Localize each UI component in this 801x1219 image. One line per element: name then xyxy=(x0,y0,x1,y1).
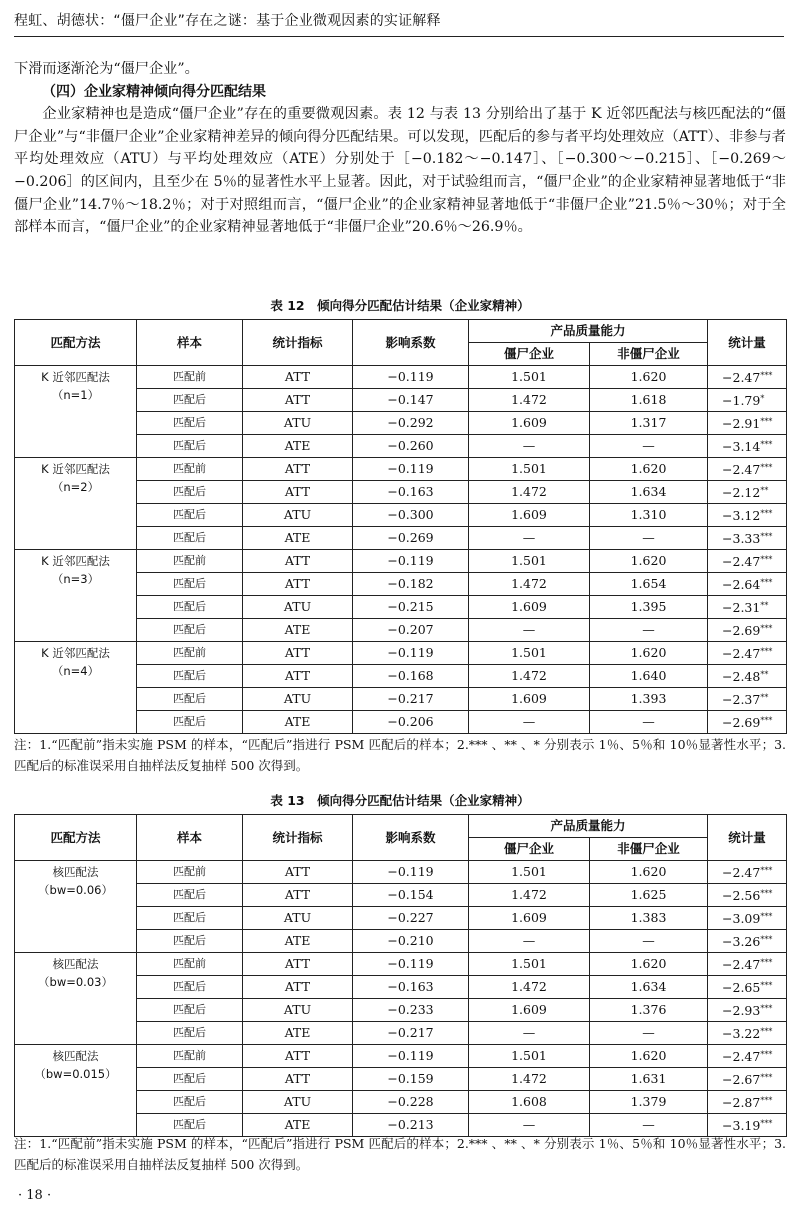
method-cell xyxy=(15,550,137,642)
sample-cell: 匹配后 xyxy=(137,527,243,550)
nonzombie-cell: 1.395 xyxy=(590,596,708,619)
col-header-sample: 样本 xyxy=(137,320,243,366)
method-cell xyxy=(15,1045,137,1137)
significance-stars: *** xyxy=(760,532,773,541)
sample-cell: 匹配后 xyxy=(137,884,243,907)
stat-value: −3.22 xyxy=(722,1026,761,1041)
stat-cell xyxy=(708,389,787,412)
coef-cell: −0.119 xyxy=(353,1045,469,1068)
coef-cell: −0.260 xyxy=(353,435,469,458)
zombie-cell: — xyxy=(469,619,590,642)
zombie-cell: 1.501 xyxy=(469,458,590,481)
significance-stars: *** xyxy=(760,555,773,564)
method-name: K 近邻匹配法 xyxy=(41,646,110,660)
stat-cell xyxy=(708,861,787,884)
zombie-cell: — xyxy=(469,930,590,953)
stat-cell xyxy=(708,412,787,435)
col-header-stat: 统计量 xyxy=(708,815,787,861)
significance-stars: *** xyxy=(760,509,773,518)
nonzombie-cell: 1.620 xyxy=(590,550,708,573)
coef-cell: −0.300 xyxy=(353,504,469,527)
zombie-cell: 1.472 xyxy=(469,481,590,504)
nonzombie-cell: 1.317 xyxy=(590,412,708,435)
sample-cell: 匹配后 xyxy=(137,481,243,504)
indicator-cell: ATT xyxy=(243,366,353,389)
nonzombie-cell: — xyxy=(590,619,708,642)
table-row xyxy=(15,953,787,976)
significance-stars: ** xyxy=(760,693,769,702)
significance-stars: ** xyxy=(760,486,769,495)
nonzombie-cell: — xyxy=(590,711,708,734)
significance-stars: *** xyxy=(760,1096,773,1105)
stat-cell xyxy=(708,665,787,688)
nonzombie-cell: — xyxy=(590,435,708,458)
nonzombie-cell: 1.620 xyxy=(590,953,708,976)
sample-cell: 匹配后 xyxy=(137,711,243,734)
coef-cell: −0.210 xyxy=(353,930,469,953)
significance-stars: *** xyxy=(760,440,773,449)
table-row xyxy=(15,366,787,389)
indicator-cell: ATU xyxy=(243,688,353,711)
significance-stars: *** xyxy=(760,889,773,898)
nonzombie-cell: — xyxy=(590,930,708,953)
significance-stars: *** xyxy=(760,1050,773,1059)
coef-cell: −0.119 xyxy=(353,550,469,573)
significance-stars: *** xyxy=(760,981,773,990)
zombie-cell: 1.609 xyxy=(469,907,590,930)
stat-cell xyxy=(708,711,787,734)
significance-stars: * xyxy=(760,394,765,403)
coef-cell: −0.213 xyxy=(353,1114,469,1137)
stat-value: −2.48 xyxy=(722,669,761,684)
stat-value: −2.47 xyxy=(722,370,761,385)
zombie-cell: 1.609 xyxy=(469,412,590,435)
col-header-method: 匹配方法 xyxy=(15,320,137,366)
stat-value: −2.47 xyxy=(722,957,761,972)
coef-cell: −0.182 xyxy=(353,573,469,596)
sample-cell: 匹配后 xyxy=(137,665,243,688)
method-param: （bw=0.015） xyxy=(34,1067,117,1081)
indicator-cell: ATE xyxy=(243,435,353,458)
coef-cell: −0.119 xyxy=(353,366,469,389)
table13 xyxy=(14,814,787,1137)
indicator-cell: ATT xyxy=(243,458,353,481)
zombie-cell: 1.501 xyxy=(469,366,590,389)
significance-stars: *** xyxy=(760,371,773,380)
zombie-cell: 1.501 xyxy=(469,1045,590,1068)
coef-cell: −0.217 xyxy=(353,688,469,711)
indicator-cell: ATE xyxy=(243,619,353,642)
sample-cell: 匹配后 xyxy=(137,573,243,596)
coef-cell: −0.207 xyxy=(353,619,469,642)
stat-cell xyxy=(708,596,787,619)
stat-value: −2.47 xyxy=(722,646,761,661)
col-header-indicator: 统计指标 xyxy=(243,320,353,366)
stat-cell xyxy=(708,642,787,665)
intro-line: 下滑而逐渐沦为“僵尸企业”。 xyxy=(14,61,199,77)
stat-value: −2.56 xyxy=(722,888,761,903)
zombie-cell: 1.472 xyxy=(469,884,590,907)
indicator-cell: ATT xyxy=(243,953,353,976)
significance-stars: *** xyxy=(760,1119,773,1128)
zombie-cell: 1.472 xyxy=(469,976,590,999)
stat-value: −2.31 xyxy=(722,600,761,615)
nonzombie-cell: 1.620 xyxy=(590,458,708,481)
stat-cell xyxy=(708,504,787,527)
nonzombie-cell: 1.618 xyxy=(590,389,708,412)
stat-cell xyxy=(708,458,787,481)
method-param: （n=1） xyxy=(51,388,100,402)
stat-cell xyxy=(708,976,787,999)
indicator-cell: ATE xyxy=(243,711,353,734)
nonzombie-cell: 1.640 xyxy=(590,665,708,688)
stat-cell xyxy=(708,527,787,550)
stat-value: −2.47 xyxy=(722,865,761,880)
col-header-nonzombie: 非僵尸企业 xyxy=(590,838,708,861)
sample-cell: 匹配前 xyxy=(137,458,243,481)
col-header-sample: 样本 xyxy=(137,815,243,861)
col-header-nonzombie: 非僵尸企业 xyxy=(590,343,708,366)
stat-cell xyxy=(708,999,787,1022)
indicator-cell: ATE xyxy=(243,527,353,550)
stat-value: −2.47 xyxy=(722,554,761,569)
significance-stars: *** xyxy=(760,866,773,875)
zombie-cell: 1.472 xyxy=(469,573,590,596)
method-name: K 近邻匹配法 xyxy=(41,370,110,384)
stat-value: −2.47 xyxy=(722,1049,761,1064)
table13-note: 注：1.“匹配前”指未实施 PSM 的样本，“匹配后”指进行 PSM 匹配后的样本；2.*** 、** 、* 分别表示 1％、5％和 10％显著性水平；3.匹配后的标准误采用自抽样法反复抽样 500 次得到。 xyxy=(14,1136,786,1172)
significance-stars: *** xyxy=(760,463,773,472)
indicator-cell: ATU xyxy=(243,504,353,527)
table13-caption: 表 13 倾向得分匹配估计结果（企业家精神） xyxy=(270,793,530,808)
stat-cell xyxy=(708,1091,787,1114)
stat-value: −2.47 xyxy=(722,462,761,477)
stat-cell xyxy=(708,435,787,458)
indicator-cell: ATU xyxy=(243,907,353,930)
indicator-cell: ATE xyxy=(243,1114,353,1137)
col-header-stat: 统计量 xyxy=(708,320,787,366)
stat-value: −2.37 xyxy=(722,692,761,707)
sample-cell: 匹配后 xyxy=(137,688,243,711)
method-param: （n=3） xyxy=(51,572,100,586)
col-header-quality: 产品质量能力 xyxy=(469,815,708,838)
coef-cell: −0.159 xyxy=(353,1068,469,1091)
stat-cell xyxy=(708,573,787,596)
coef-cell: −0.233 xyxy=(353,999,469,1022)
stat-value: −2.69 xyxy=(722,715,761,730)
col-header-indicator: 统计指标 xyxy=(243,815,353,861)
page-number: · 18 · xyxy=(18,1188,52,1203)
nonzombie-cell: 1.620 xyxy=(590,366,708,389)
indicator-cell: ATT xyxy=(243,976,353,999)
method-param: （n=2） xyxy=(51,480,100,494)
zombie-cell: 1.472 xyxy=(469,389,590,412)
zombie-cell: — xyxy=(469,435,590,458)
stat-value: −3.19 xyxy=(722,1118,761,1133)
significance-stars: *** xyxy=(760,1004,773,1013)
table12-caption: 表 12 倾向得分匹配估计结果（企业家精神） xyxy=(270,298,530,313)
zombie-cell: 1.501 xyxy=(469,642,590,665)
nonzombie-cell: 1.620 xyxy=(590,642,708,665)
zombie-cell: 1.472 xyxy=(469,665,590,688)
sample-cell: 匹配后 xyxy=(137,976,243,999)
method-param: （bw=0.03） xyxy=(38,975,113,989)
indicator-cell: ATT xyxy=(243,481,353,504)
stat-cell xyxy=(708,1045,787,1068)
method-name: 核匹配法 xyxy=(52,957,99,971)
stat-cell xyxy=(708,366,787,389)
zombie-cell: — xyxy=(469,1022,590,1045)
indicator-cell: ATT xyxy=(243,884,353,907)
nonzombie-cell: 1.634 xyxy=(590,481,708,504)
coef-cell: −0.154 xyxy=(353,884,469,907)
nonzombie-cell: — xyxy=(590,1022,708,1045)
coef-cell: −0.147 xyxy=(353,389,469,412)
coef-cell: −0.163 xyxy=(353,481,469,504)
stat-cell xyxy=(708,688,787,711)
sample-cell: 匹配后 xyxy=(137,435,243,458)
significance-stars: *** xyxy=(760,1073,773,1082)
indicator-cell: ATT xyxy=(243,1045,353,1068)
stat-cell xyxy=(708,930,787,953)
nonzombie-cell: 1.634 xyxy=(590,976,708,999)
zombie-cell: 1.501 xyxy=(469,861,590,884)
nonzombie-cell: 1.620 xyxy=(590,861,708,884)
indicator-cell: ATT xyxy=(243,1068,353,1091)
stat-value: −2.67 xyxy=(722,1072,761,1087)
sample-cell: 匹配后 xyxy=(137,907,243,930)
col-header-zombie: 僵尸企业 xyxy=(469,343,590,366)
nonzombie-cell: — xyxy=(590,1114,708,1137)
stat-value: −3.33 xyxy=(722,531,761,546)
method-name: 核匹配法 xyxy=(52,865,99,879)
table-row xyxy=(15,861,787,884)
stat-cell xyxy=(708,550,787,573)
stat-value: −2.87 xyxy=(722,1095,761,1110)
indicator-cell: ATU xyxy=(243,412,353,435)
significance-stars: *** xyxy=(760,1027,773,1036)
method-name: K 近邻匹配法 xyxy=(41,554,110,568)
table-row xyxy=(15,458,787,481)
coef-cell: −0.168 xyxy=(353,665,469,688)
method-name: 核匹配法 xyxy=(52,1049,99,1063)
coef-cell: −0.119 xyxy=(353,642,469,665)
zombie-cell: 1.609 xyxy=(469,596,590,619)
stat-value: −3.26 xyxy=(722,934,761,949)
significance-stars: *** xyxy=(760,935,773,944)
indicator-cell: ATT xyxy=(243,389,353,412)
significance-stars: *** xyxy=(760,958,773,967)
indicator-cell: ATU xyxy=(243,999,353,1022)
table12 xyxy=(14,319,787,734)
sample-cell: 匹配后 xyxy=(137,412,243,435)
col-header-quality: 产品质量能力 xyxy=(469,320,708,343)
stat-value: −1.79 xyxy=(722,393,761,408)
zombie-cell: 1.501 xyxy=(469,550,590,573)
zombie-cell: — xyxy=(469,711,590,734)
stat-value: −2.91 xyxy=(722,416,761,431)
indicator-cell: ATE xyxy=(243,1022,353,1045)
stat-cell xyxy=(708,1022,787,1045)
table-row xyxy=(15,1045,787,1068)
coef-cell: −0.163 xyxy=(353,976,469,999)
zombie-cell: 1.608 xyxy=(469,1091,590,1114)
nonzombie-cell: 1.376 xyxy=(590,999,708,1022)
method-name: K 近邻匹配法 xyxy=(41,462,110,476)
method-cell xyxy=(15,366,137,458)
method-cell xyxy=(15,458,137,550)
method-cell xyxy=(15,861,137,953)
significance-stars: *** xyxy=(760,647,773,656)
coef-cell: −0.269 xyxy=(353,527,469,550)
stat-value: −3.12 xyxy=(722,508,761,523)
indicator-cell: ATU xyxy=(243,596,353,619)
stat-cell xyxy=(708,907,787,930)
coef-cell: −0.119 xyxy=(353,953,469,976)
zombie-cell: 1.472 xyxy=(469,1068,590,1091)
header-row xyxy=(15,815,787,838)
sample-cell: 匹配后 xyxy=(137,1068,243,1091)
coef-cell: −0.292 xyxy=(353,412,469,435)
stat-value: −2.12 xyxy=(722,485,761,500)
stat-value: −2.64 xyxy=(722,577,761,592)
col-header-zombie: 僵尸企业 xyxy=(469,838,590,861)
sample-cell: 匹配后 xyxy=(137,1114,243,1137)
stat-value: −2.93 xyxy=(722,1003,761,1018)
section-subheading: （四）企业家精神倾向得分匹配结果 xyxy=(42,83,266,100)
sample-cell: 匹配前 xyxy=(137,550,243,573)
nonzombie-cell: 1.631 xyxy=(590,1068,708,1091)
sample-cell: 匹配后 xyxy=(137,596,243,619)
indicator-cell: ATU xyxy=(243,1091,353,1114)
stat-value: −3.09 xyxy=(722,911,761,926)
significance-stars: *** xyxy=(760,912,773,921)
indicator-cell: ATT xyxy=(243,573,353,596)
col-header-coef: 影响系数 xyxy=(353,815,469,861)
zombie-cell: 1.609 xyxy=(469,688,590,711)
sample-cell: 匹配前 xyxy=(137,861,243,884)
header-row xyxy=(15,320,787,343)
indicator-cell: ATT xyxy=(243,550,353,573)
significance-stars: ** xyxy=(760,670,769,679)
significance-stars: ** xyxy=(760,601,769,610)
indicator-cell: ATE xyxy=(243,930,353,953)
method-cell xyxy=(15,642,137,734)
stat-value: −2.69 xyxy=(722,623,761,638)
table-row xyxy=(15,550,787,573)
stat-cell xyxy=(708,481,787,504)
zombie-cell: — xyxy=(469,527,590,550)
zombie-cell: — xyxy=(469,1114,590,1137)
coef-cell: −0.119 xyxy=(353,861,469,884)
zombie-cell: 1.501 xyxy=(469,953,590,976)
coef-cell: −0.119 xyxy=(353,458,469,481)
sample-cell: 匹配后 xyxy=(137,389,243,412)
sample-cell: 匹配后 xyxy=(137,504,243,527)
table12-note: 注：1.“匹配前”指未实施 PSM 的样本，“匹配后”指进行 PSM 匹配后的样本；2.*** 、** 、* 分别表示 1％、5％和 10％显著性水平；3.匹配后的标准误采用自抽样法反复抽样 500 次得到。 xyxy=(14,737,786,773)
nonzombie-cell: 1.383 xyxy=(590,907,708,930)
method-param: （bw=0.06） xyxy=(38,883,113,897)
method-param: （n=4） xyxy=(51,664,100,678)
zombie-cell: 1.609 xyxy=(469,504,590,527)
table-row xyxy=(15,642,787,665)
running-header: 程虹、胡德状：“僵尸企业”存在之谜：基于企业微观因素的实证解释 xyxy=(14,6,784,37)
col-header-coef: 影响系数 xyxy=(353,320,469,366)
stat-cell xyxy=(708,1068,787,1091)
stat-cell xyxy=(708,953,787,976)
sample-cell: 匹配后 xyxy=(137,1022,243,1045)
indicator-cell: ATT xyxy=(243,665,353,688)
sample-cell: 匹配后 xyxy=(137,619,243,642)
main-paragraph: 企业家精神也是造成“僵尸企业”存在的重要微观因素。表 12 与表 13 分别给出了基于 K 近邻匹配法与核匹配法的“僵尸企业”与“非僵尸企业”企业家精神差异的倾向得分匹配结果。可以发现，匹配后的参与者平均处理效应（ATT）、非参与者平均处理效应（ATU）与平均处理效应（ATE）分别处于［−0.182～−0.147］、［−0.300～−0.215］、［−0.269～−0.206］的区间内，且至少在 5％的显著性水平上显著。因此，对于试验组而言，“僵尸企业”的企业家精神显著地低于“非僵尸企业”14.7％～18.2％；对于对照组而言，“僵尸企业”的企业家精神显著地低于“非僵尸企业”21.5％～30％；对于全部样本而言，“僵尸企业”的企业家精神显著地低于“非僵尸企业”20.6％～26.9％。 xyxy=(14,106,786,236)
nonzombie-cell: 1.625 xyxy=(590,884,708,907)
sample-cell: 匹配后 xyxy=(137,930,243,953)
stat-value: −2.65 xyxy=(722,980,761,995)
indicator-cell: ATT xyxy=(243,861,353,884)
nonzombie-cell: — xyxy=(590,527,708,550)
coef-cell: −0.217 xyxy=(353,1022,469,1045)
coef-cell: −0.228 xyxy=(353,1091,469,1114)
zombie-cell: 1.609 xyxy=(469,999,590,1022)
nonzombie-cell: 1.654 xyxy=(590,573,708,596)
significance-stars: *** xyxy=(760,716,773,725)
coef-cell: −0.206 xyxy=(353,711,469,734)
nonzombie-cell: 1.393 xyxy=(590,688,708,711)
method-cell xyxy=(15,953,137,1045)
significance-stars: *** xyxy=(760,417,773,426)
nonzombie-cell: 1.310 xyxy=(590,504,708,527)
body-text xyxy=(14,58,786,239)
col-header-method: 匹配方法 xyxy=(15,815,137,861)
coef-cell: −0.215 xyxy=(353,596,469,619)
sample-cell: 匹配前 xyxy=(137,1045,243,1068)
sample-cell: 匹配前 xyxy=(137,366,243,389)
sample-cell: 匹配前 xyxy=(137,953,243,976)
nonzombie-cell: 1.379 xyxy=(590,1091,708,1114)
stat-value: −3.14 xyxy=(722,439,761,454)
coef-cell: −0.227 xyxy=(353,907,469,930)
sample-cell: 匹配前 xyxy=(137,642,243,665)
nonzombie-cell: 1.620 xyxy=(590,1045,708,1068)
sample-cell: 匹配后 xyxy=(137,999,243,1022)
significance-stars: *** xyxy=(760,578,773,587)
stat-cell xyxy=(708,619,787,642)
indicator-cell: ATT xyxy=(243,642,353,665)
stat-cell xyxy=(708,884,787,907)
significance-stars: *** xyxy=(760,624,773,633)
sample-cell: 匹配后 xyxy=(137,1091,243,1114)
